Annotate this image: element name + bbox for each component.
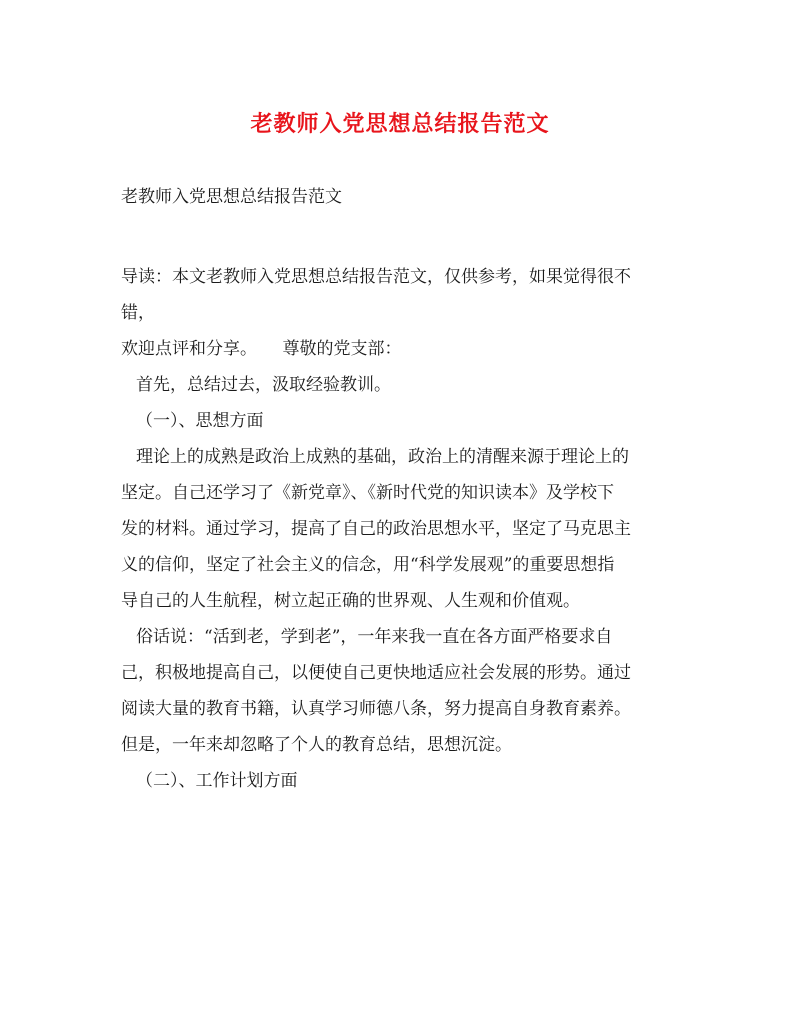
intro-line-2: 错， [121,303,155,323]
paragraph-line: 坚定。自己还学习了《新党章》、《新时代党的知识读本》及学校下 [121,483,614,503]
document-body [121,259,681,799]
paragraph-line: 己，积极地提高自己，以便使自己更快地适应社会发展的形势。通过 [121,663,631,683]
intro-line-1: 导读：本文老教师入党思想总结报告范文，仅供参考，如果觉得很不 [121,267,631,287]
section-heading-2: （二）、工作计划方面 [136,771,298,791]
paragraph-line: 义的信仰，坚定了社会主义的信念，用“科学发展观”的重要思想指 [121,555,615,575]
paragraph-line: 但是，一年来却忽略了个人的教育总结，思想沉淀。 [121,735,512,755]
paragraph-line: 阅读大量的教育书籍，认真学习师德八条，努力提高自身教育素养。 [121,699,631,719]
document-title: 老教师入党思想总结报告范文 [250,111,550,137]
paragraph-first: 首先，总结过去，汲取经验教训。 [136,375,391,395]
document-subtitle: 老教师入党思想总结报告范文 [121,187,342,207]
paragraph-line: 发的材料。通过学习，提高了自己的政治思想水平，坚定了马克思主 [121,519,631,539]
paragraph-line: 理论上的成熟是政治上成熟的基础，政治上的清醒来源于理论上的 [136,447,629,467]
section-heading-1: （一）、思想方面 [136,411,264,431]
intro-line-3: 欢迎点评和分享。 尊敬的党支部： [121,339,402,359]
paragraph-line: 俗话说：“活到老，学到老”，一年来我一直在各方面严格要求自 [136,627,613,647]
paragraph-line: 导自己的人生航程，树立起正确的世界观、人生观和价值观。 [121,591,580,611]
